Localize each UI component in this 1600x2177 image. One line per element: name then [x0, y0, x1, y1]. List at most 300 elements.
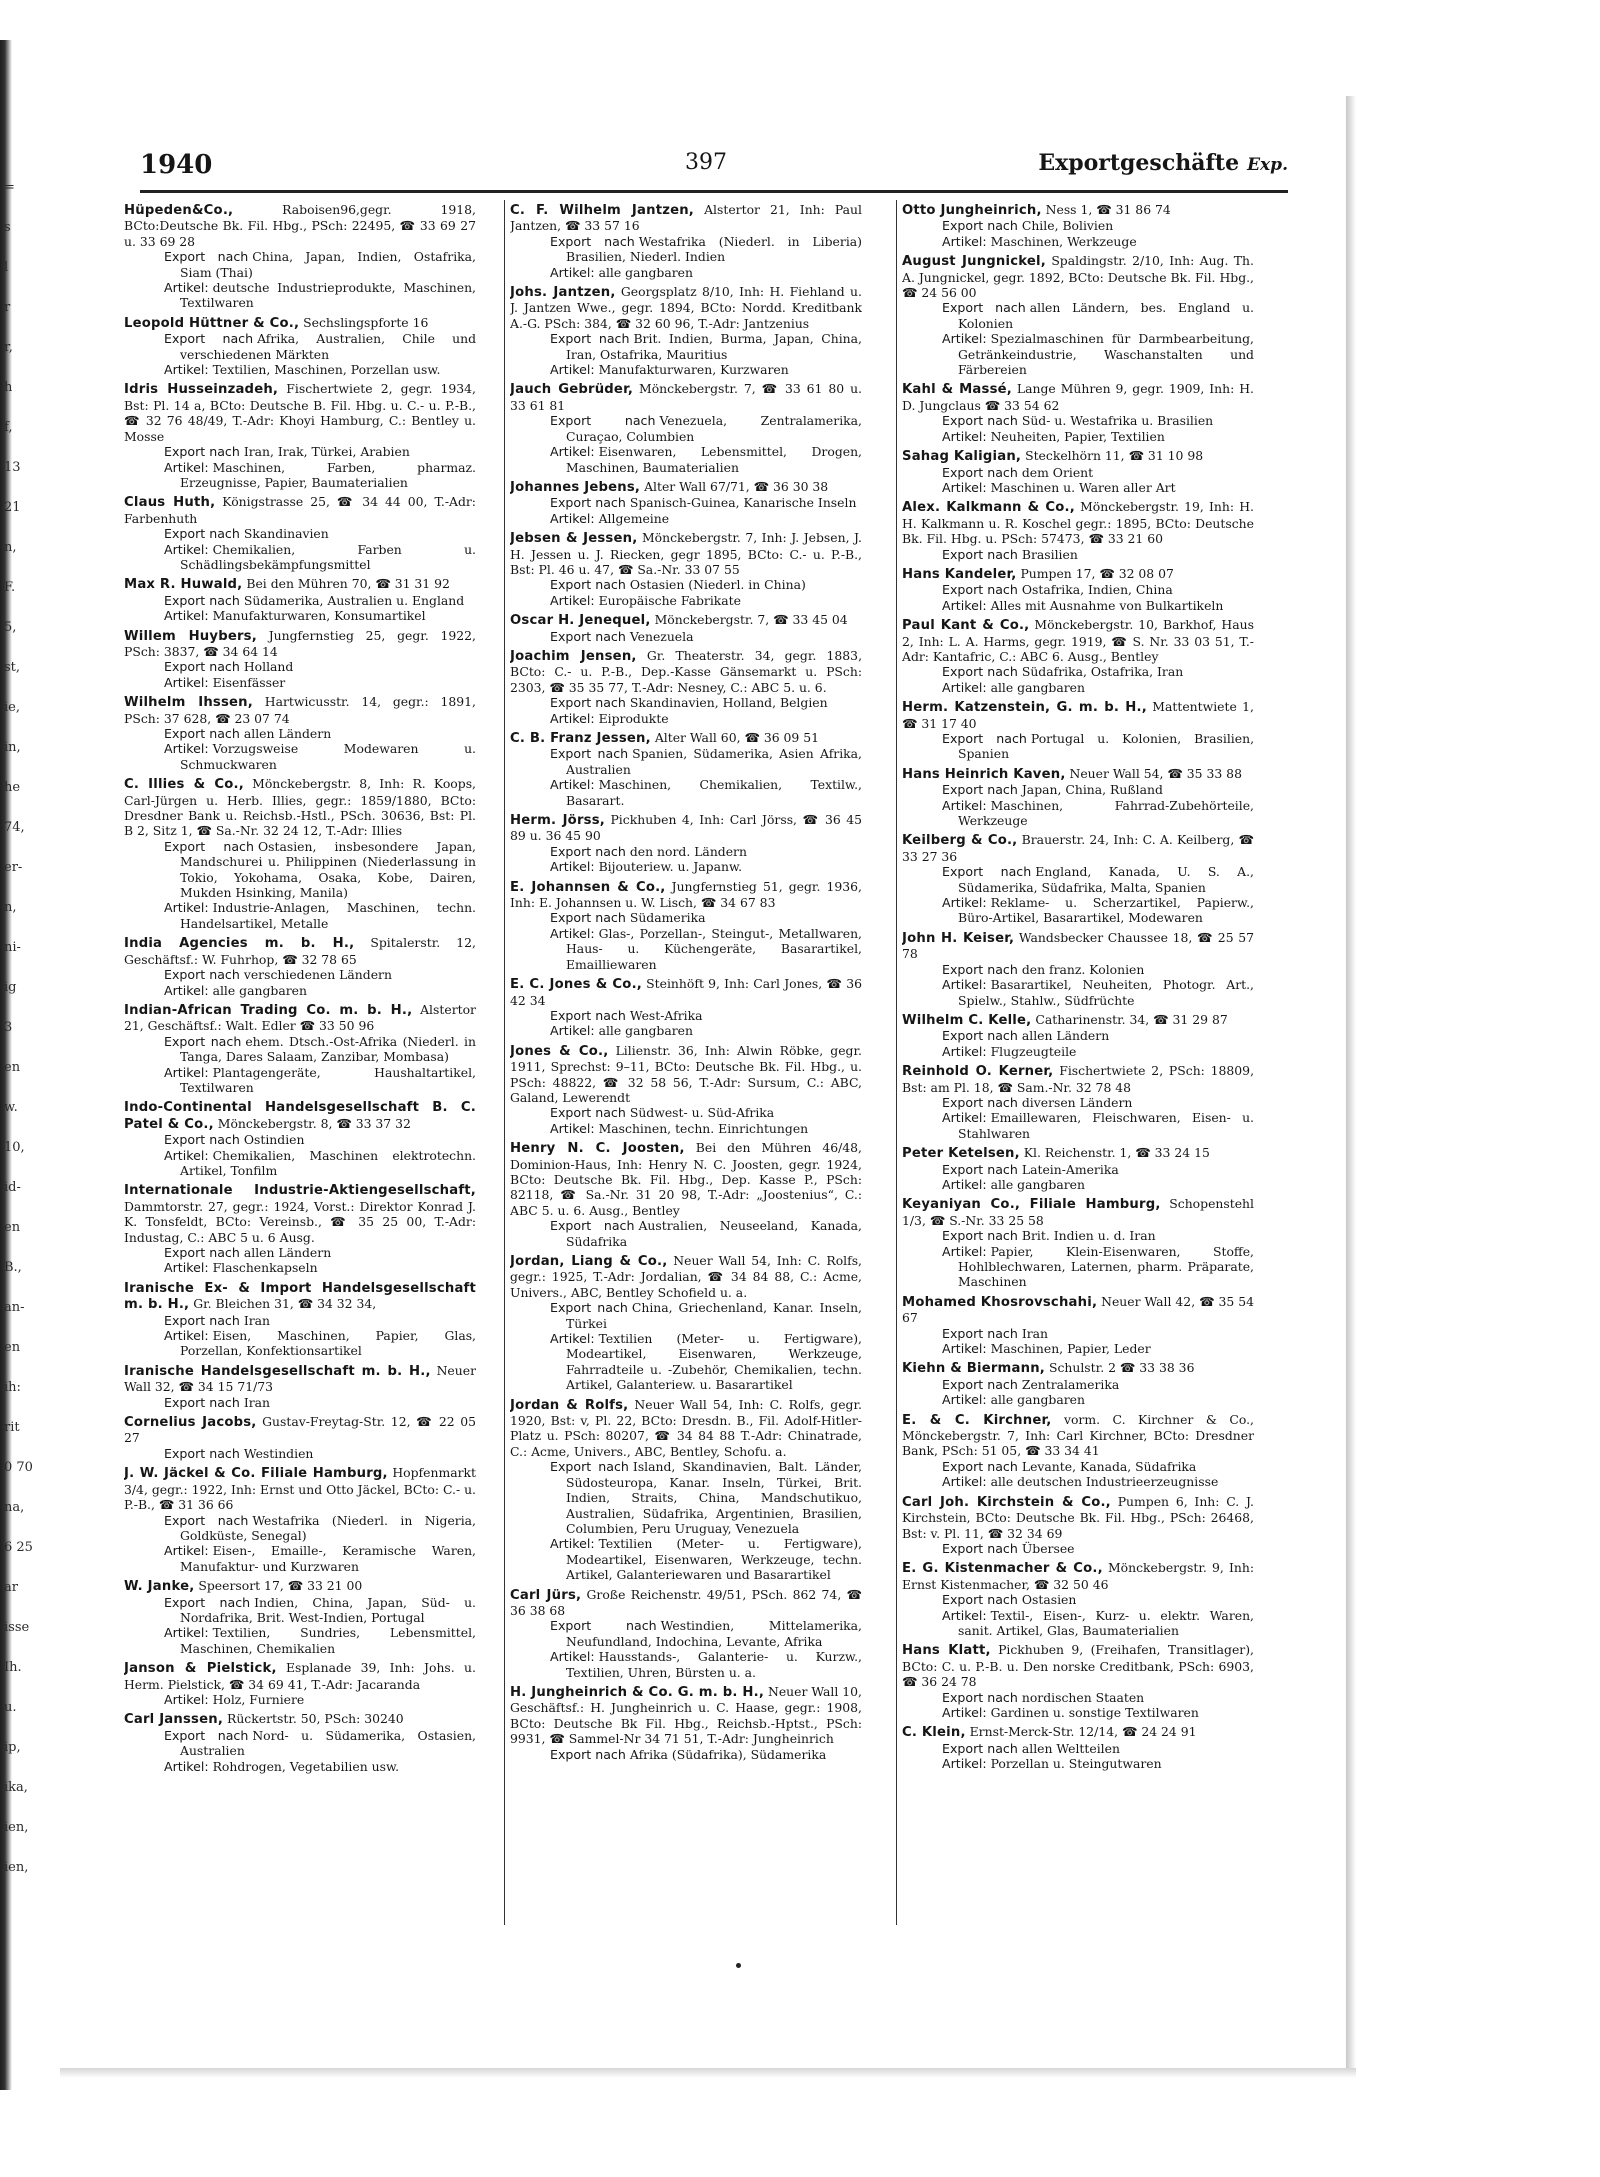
line-text: Venezuela	[629, 628, 694, 644]
line-keyword: Artikel:	[942, 1110, 987, 1126]
line-keyword: Artikel:	[164, 1260, 209, 1276]
margin-fragment: B.,	[4, 1260, 22, 1275]
entry-line	[124, 675, 476, 690]
entry-head	[902, 1294, 1254, 1326]
entry-line	[124, 1328, 476, 1359]
line-text: Brasilien	[1021, 546, 1078, 562]
firm-name: Mohamed Khosrovschahi,	[902, 1294, 1098, 1310]
line-keyword: Artikel:	[942, 1341, 987, 1357]
page-number: 397	[685, 150, 727, 175]
entry-line	[124, 967, 476, 982]
directory-entry	[124, 1182, 476, 1275]
firm-details: Mönckebergstr. 8, Inh: R. Koops, Carl-Jürgen u. Herb. Illies, gegr.: 1859/1880, BCto: Dresdner Bank u. Reichsb.-Hstl., PSch. 30636, Bst: Pl. B 2, Sitz 1, ☎ Sa.-Nr. 32 24 12, T.-Adr: Illies	[124, 776, 476, 839]
directory-entry	[124, 628, 476, 691]
directory-entry	[124, 381, 476, 490]
line-keyword: Artikel:	[942, 1176, 987, 1192]
line-text: Maschinen, Werkzeuge	[990, 233, 1137, 249]
line-text: Maschinen, techn. Einrichtungen	[598, 1120, 809, 1136]
line-text: Maschinen, Papier, Leder	[990, 1341, 1151, 1357]
firm-name: E. & C. Kirchner,	[902, 1412, 1052, 1428]
directory-entry	[510, 479, 862, 526]
firm-name: Jebsen & Jessen,	[510, 531, 638, 547]
entry-head	[902, 1063, 1254, 1095]
line-keyword: Artikel:	[942, 1392, 987, 1408]
directory-entry	[902, 499, 1254, 562]
line-text: alle gangbaren	[990, 679, 1085, 695]
directory-entry	[510, 879, 862, 972]
line-text: Hausstands-, Galanterie- u. Kurzw., Textilien, Uhren, Bürsten u. a.	[566, 1649, 862, 1680]
line-keyword: Export nach	[164, 726, 240, 741]
line-text: Ostafrika, Indien, China	[1021, 582, 1173, 598]
entry-head	[902, 766, 1254, 782]
entry-head	[902, 832, 1254, 864]
entry-head	[124, 1182, 476, 1245]
line-keyword: Artikel:	[164, 1543, 209, 1559]
entry-line	[510, 1023, 862, 1038]
line-keyword: Export nach	[942, 1540, 1018, 1556]
entry-line	[124, 1595, 476, 1626]
firm-name: Oscar H. Jenequel,	[510, 613, 651, 629]
line-text: den nord. Ländern	[629, 843, 747, 859]
entry-line	[124, 1034, 476, 1065]
line-text: Ostasien (Niederl. in China)	[629, 577, 806, 593]
entry-line	[902, 331, 1254, 377]
line-text: Eisenwaren, Lebensmittel, Drogen, Maschinen, Baumaterialien	[566, 444, 862, 475]
line-keyword: Export nach	[942, 1458, 1018, 1474]
directory-entry	[902, 253, 1254, 377]
directory-entry	[902, 1294, 1254, 1357]
entry-line	[124, 900, 476, 931]
firm-details: Spaldingstr. 2/10, Inh: Aug. Th. A. Jungnickel, gegr. 1892, BCto: Deutsche Bk. Fil. Hbg., ☎ 24 56 00	[902, 253, 1254, 301]
entry-line	[510, 859, 862, 874]
margin-fragment: F.	[4, 580, 16, 595]
entry-line	[902, 218, 1254, 233]
line-keyword: Export nach	[164, 526, 240, 542]
firm-details: Königstrasse 25, ☎ 34 44 00, T.-Adr: Farbenhuth	[124, 494, 476, 526]
entry-line	[902, 895, 1254, 926]
line-text: Allgemeine	[598, 510, 670, 526]
entry-head	[124, 494, 476, 526]
entry-line	[902, 300, 1254, 331]
line-text: Papier, Klein-Eisenwaren, Stoffe, Hohlblechwaren, Laternen, pharm. Präparate, Maschinen	[958, 1243, 1254, 1290]
firm-details: Steckelhörn 11, ☎ 31 10 98	[1025, 448, 1204, 464]
directory-entry	[902, 448, 1254, 495]
line-keyword: Artikel:	[164, 741, 209, 757]
entry-line	[124, 983, 476, 998]
directory-entry	[902, 1724, 1254, 1771]
line-text: China, Japan, Indien, Ostafrika, Siam (Thai)	[180, 249, 476, 280]
line-keyword: Export nach	[550, 1459, 629, 1475]
line-text: Westindien	[243, 1445, 314, 1461]
directory-entry	[510, 1684, 862, 1762]
margin-fragment: ip,	[4, 1740, 21, 1755]
line-text: alle gangbaren	[212, 982, 307, 998]
firm-name: Idris Husseinzadeh,	[124, 382, 279, 398]
entry-line	[124, 1625, 476, 1656]
firm-details: Georgsplatz 8/10, Inh: H. Fiehland u. J. Jantzen Wwe., gegr. 1894, BCto: Nordd. Kreditbank A.-G. PSch: 384, ☎ 32 60 96, T.-Adr: Jantzenius	[510, 284, 862, 331]
directory-entry	[124, 694, 476, 772]
line-text: allen Ländern	[243, 726, 332, 741]
firm-name: John H. Keiser,	[902, 930, 1015, 946]
entry-head	[124, 1363, 476, 1395]
entry-head	[902, 1642, 1254, 1689]
firm-name: Jones & Co.,	[510, 1043, 609, 1059]
entry-head	[510, 648, 862, 695]
line-keyword: Artikel:	[164, 459, 209, 475]
margin-fragment: en	[4, 1220, 21, 1235]
line-keyword: Artikel:	[942, 1043, 987, 1059]
line-keyword: Export nach	[942, 1325, 1018, 1341]
entry-head	[124, 202, 476, 249]
firm-name: Kahl & Massé,	[902, 382, 1012, 398]
firm-name: Keilberg & Co.,	[902, 833, 1018, 849]
line-text: alle gangbaren	[598, 1023, 693, 1039]
entry-line	[510, 511, 862, 526]
line-keyword: Export nach	[164, 659, 240, 675]
line-keyword: Export nach	[164, 1727, 249, 1743]
directory-entry	[902, 381, 1254, 444]
entry-head	[510, 1253, 862, 1300]
firm-details: Fischertwiete 2, gegr. 1934, Bst: Pl. 14 a, BCto: Deutsche B. Fil. Hbg. u. C.- u. P.-B., ☎ 32 76 48/49, T.-Adr: Khoyi Hamburg, C.: Bentley u. Mosse	[124, 381, 476, 444]
entry-head	[510, 1587, 862, 1619]
directory-entry	[902, 1196, 1254, 1289]
entry-line	[510, 711, 862, 726]
entry-line	[902, 1690, 1254, 1705]
directory-entry	[510, 648, 862, 726]
entry-line	[902, 664, 1254, 679]
firm-details: Rückertstr. 50, PSch: 30240	[226, 1711, 404, 1727]
line-text: Maschinen, Chemikalien, Textilw., Basarart.	[566, 777, 862, 808]
margin-fragment: ni-	[4, 940, 21, 955]
firm-name: Carl Jürs,	[510, 1587, 582, 1603]
line-text: Afrika (Südafrika), Südamerika	[629, 1746, 827, 1762]
firm-name: J. W. Jäckel & Co. Filiale Hamburg,	[124, 1466, 388, 1482]
entry-line	[902, 413, 1254, 428]
margin-fragment: ien,	[4, 1820, 29, 1835]
line-text: Venezuela, Zentralamerika, Curaçao, Columbien	[566, 413, 862, 444]
directory-entry	[510, 1397, 862, 1583]
line-keyword: Export nach	[942, 300, 1026, 316]
line-keyword: Export nach	[550, 695, 626, 711]
entry-head	[124, 315, 476, 331]
line-text: Ostindien	[243, 1132, 305, 1148]
directory-entry	[124, 776, 476, 931]
directory-entry	[510, 1587, 862, 1680]
entry-line	[902, 1741, 1254, 1756]
firm-name: Hans Klatt,	[902, 1643, 991, 1659]
line-text: Ostasien	[1021, 1592, 1077, 1608]
firm-details: Jungfernstieg 51, gegr. 1936, Inh: E. Johannsen u. W. Lisch, ☎ 34 67 83	[510, 878, 862, 911]
firm-name: W. Janke,	[124, 1579, 195, 1595]
firm-name: Hans Kandeler,	[902, 566, 1017, 582]
entry-head	[510, 1140, 862, 1218]
entry-line	[124, 1692, 476, 1707]
line-text: Maschinen u. Waren aller Art	[990, 479, 1176, 495]
line-keyword: Export nach	[164, 1132, 240, 1148]
entry-head	[510, 730, 862, 746]
line-text: Reklame- u. Scherzartikel, Papierw., Büro-Artikel, Basarartikel, Modewaren	[958, 895, 1254, 926]
line-keyword: Artikel:	[550, 777, 595, 793]
entry-head	[124, 1711, 476, 1727]
firm-name: C. Illies & Co.,	[124, 777, 244, 793]
line-keyword: Export nach	[942, 1376, 1018, 1392]
entry-head	[124, 381, 476, 444]
line-text: alle gangbaren	[598, 264, 693, 280]
firm-details: Neuer Wall 54, Inh: C. Rolfs, gegr. 1920, Bst: v, Pl. 22, BCto: Dresdn. B., Fil. Adolf-Hitler-Platz u. PSch: 80207, ☎ 34 84 88 T.-Adr: Chinatrade, C.: Acme, Univers., ABC, Bentley, Schofu. a.	[510, 1396, 862, 1459]
entry-head	[124, 1002, 476, 1034]
firm-details: Bei den Mühren 70, ☎ 31 31 92	[246, 576, 450, 592]
entry-head	[124, 935, 476, 967]
line-text: Iran	[243, 1312, 271, 1328]
firm-details: Raboisen96,gegr. 1918, BCto:Deutsche Bk. Fil. Hbg., PSch: 22495, ☎ 33 69 27 u. 33 69 28	[124, 202, 476, 249]
firm-details: Wandsbecker Chaussee 18, ☎ 25 57 78	[902, 929, 1254, 962]
entry-line	[124, 1065, 476, 1096]
line-text: Chemikalien, Maschinen elektrotechn. Artikel, Tonfilm	[180, 1147, 476, 1178]
line-keyword: Artikel:	[164, 362, 209, 378]
line-text: Industrie-Anlagen, Maschinen, techn. Handelsartikel, Metalle	[180, 900, 476, 931]
firm-details: Gr. Theaterstr. 34, gegr. 1883, BCto: C.- u. P.-B., Dep.-Kasse Gänsemarkt u. PSch: 2303, ☎ 35 35 77, T.-Adr: Nesney, C.: ABC 5. u. 6.	[510, 647, 862, 695]
entry-head	[902, 1145, 1254, 1161]
entry-line	[510, 593, 862, 608]
directory-entry	[902, 1560, 1254, 1638]
entry-head	[510, 1397, 862, 1460]
entry-line	[124, 460, 476, 491]
firm-name: Wilhelm Ihssen,	[124, 695, 253, 711]
entry-head	[124, 1280, 476, 1313]
line-keyword: Export nach	[550, 910, 626, 926]
line-keyword: Export nach	[942, 1740, 1018, 1756]
line-keyword: Artikel:	[550, 510, 595, 526]
line-text: Südamerika	[629, 910, 706, 926]
entry-line	[124, 593, 476, 608]
margin-fragment: ig	[4, 980, 17, 995]
line-keyword: Export nach	[942, 413, 1018, 429]
entry-line	[510, 1747, 862, 1762]
entry-line	[902, 582, 1254, 597]
margin-fragment: he	[4, 780, 21, 795]
firm-name: Otto Jungheinrich,	[902, 203, 1042, 218]
directory-entry	[510, 812, 862, 875]
line-keyword: Export nach	[942, 1028, 1018, 1044]
line-keyword: Artikel:	[164, 900, 209, 916]
firm-name: Cornelius Jacobs,	[124, 1415, 257, 1431]
entry-head	[902, 448, 1254, 464]
line-text: allen Ländern, bes. England u. Kolonien	[958, 300, 1254, 331]
line-keyword: Artikel:	[942, 1243, 987, 1259]
line-text: dem Orient	[1021, 464, 1094, 480]
entry-line	[510, 1008, 862, 1023]
line-text: Bijouteriew. u. Japanw.	[598, 859, 743, 875]
line-keyword: Export nach	[942, 582, 1018, 598]
entry-line	[124, 331, 476, 362]
directory-entry	[124, 202, 476, 311]
firm-details: Mönckebergstr. 19, Inh: H. H. Kalkmann u. R. Koschel gegr.: 1895, BCto: Deutsche Bk. Fil. Hbg. u. PSch: 57473, ☎ 33 21 60	[902, 499, 1254, 547]
column-divider	[504, 200, 505, 1925]
line-keyword: Artikel:	[942, 331, 987, 347]
entry-head	[902, 499, 1254, 546]
line-keyword: Export nach	[550, 1300, 628, 1316]
entry-head	[902, 1560, 1254, 1592]
entry-head	[902, 566, 1254, 582]
line-keyword: Artikel:	[550, 1536, 595, 1552]
line-text: Levante, Kanada, Südafrika	[1021, 1458, 1197, 1474]
firm-name: Peter Ketelsen,	[902, 1146, 1020, 1162]
entry-line	[902, 731, 1254, 762]
firm-details: Mattentwiete 1, ☎ 31 17 40	[902, 699, 1254, 731]
entry-head	[510, 1684, 862, 1747]
entry-head	[510, 976, 862, 1008]
firm-details: Pickhuben 9, (Freihafen, Transitlager), BCto: C. u. P.-B. u. Den norske Creditbank, PSch: 6903, ☎ 36 24 78	[902, 1642, 1254, 1690]
entry-head	[902, 930, 1254, 962]
line-keyword: Artikel:	[550, 1331, 595, 1347]
line-text: Gardinen u. sonstige Textilwaren	[990, 1704, 1199, 1720]
entry-line	[902, 1326, 1254, 1341]
margin-fragment: r	[4, 300, 11, 315]
firm-details: Hopfenmarkt 3/4, gegr.: 1922, Inh: Ernst und Otto Jäckel, BCto: C.- u. P.-B., ☎ 31 36 66	[124, 1465, 476, 1513]
line-text: Vorzugsweise Modewaren u. Schmuckwaren	[180, 741, 476, 772]
directory-entry	[124, 576, 476, 623]
firm-name: Jauch Gebrüder,	[510, 382, 634, 398]
line-keyword: Export nach	[942, 782, 1018, 798]
margin-fragment: r,	[4, 340, 13, 355]
entry-line	[510, 1618, 862, 1649]
line-text: Brit. Indien u. d. Iran	[1021, 1228, 1156, 1244]
firm-details: Fischertwiete 2, PSch: 18809, Bst: am Pl. 18, ☎ Sam.-Nr. 32 78 48	[902, 1063, 1254, 1095]
line-text: Maschinen, Fahrrad-Zubehörteile, Werkzeuge	[958, 797, 1254, 829]
firm-details: Lilienstr. 36, Inh: Alwin Röbke, gegr. 1911, Sprechst: 9–11, BCto: Deutsche Bk. Fil. Hbg., u. PSch: 48822, ☎ 32 58 56, T.-Adr: Sursum, C.: ABC, Galand, Lewerendt	[510, 1042, 862, 1105]
entry-line	[510, 577, 862, 592]
firm-details: Alstertor 21, Inh: Paul Jantzen, ☎ 33 57 16	[510, 202, 862, 234]
firm-details: Mönckebergstr. 7, Inh: J. Jebsen, J. H. Jessen u. J. Riecken, gegr 1895, BCto: C.- u. P.-B., Bst: Pl. 46 u. 47, ☎ Sa.-Nr. 33 07 55	[510, 530, 862, 577]
margin-fragment: n,	[4, 540, 17, 555]
line-keyword: Export nach	[164, 249, 249, 265]
line-text: Flaschenkapseln	[212, 1260, 318, 1276]
firm-details: Spitalerstr. 12, Geschäftsf.: W. Fuhrhop, ☎ 32 78 65	[124, 935, 476, 967]
line-keyword: Artikel:	[942, 797, 987, 813]
directory-entry	[124, 1660, 476, 1707]
entry-head	[902, 1012, 1254, 1028]
firm-details: Mönckebergstr. 9, Inh: Ernst Kistenmacher, ☎ 32 50 46	[902, 1560, 1254, 1592]
line-keyword: Artikel:	[164, 1147, 209, 1163]
firm-name: Indo-Continental Handelsgesellschaft B. C. Patel & Co.,	[124, 1100, 476, 1132]
firm-name: Carl Janssen,	[124, 1712, 224, 1728]
firm-name: Jordan & Rolfs,	[510, 1397, 629, 1413]
entry-head	[510, 612, 862, 628]
entry-line	[124, 1313, 476, 1328]
directory-entry	[902, 832, 1254, 925]
firm-details: Brauerstr. 24, Inh: C. A. Keilberg, ☎ 33 27 36	[902, 832, 1254, 864]
line-keyword: Export nach	[164, 1594, 251, 1610]
margin-fragment: Ih.	[4, 1660, 22, 1675]
entry-head	[902, 699, 1254, 731]
margin-fragment: 74,	[4, 820, 25, 835]
firm-details: Pumpen 17, ☎ 32 08 07	[1020, 565, 1174, 581]
entry-line	[124, 726, 476, 741]
line-text: deutsche Industrieprodukte, Maschinen, Textilwaren	[180, 280, 476, 311]
line-text: Afrika, Australien, Chile und verschiedenen Märkten	[180, 331, 476, 362]
line-keyword: Artikel:	[550, 1023, 595, 1039]
line-keyword: Artikel:	[550, 444, 595, 460]
line-keyword: Artikel:	[550, 859, 595, 875]
line-text: Südamerika, Australien u. England	[243, 592, 465, 608]
line-text: Rohdrogen, Vegetabilien usw.	[212, 1758, 400, 1774]
firm-details: vorm. C. Kirchner & Co., Mönckebergstr. 7, Inh: Carl Kirchner, BCto: Dresdner Bank, PSch: 51 05, ☎ 33 34 41	[902, 1411, 1254, 1459]
firm-name: E. C. Jones & Co.,	[510, 977, 642, 993]
entry-line	[124, 1148, 476, 1179]
firm-name: Jordan, Liang & Co.,	[510, 1254, 668, 1269]
entry-head	[902, 1412, 1254, 1459]
firm-name: E. Johannsen & Co.,	[510, 879, 666, 895]
column-2	[510, 202, 862, 1982]
entry-line	[510, 695, 862, 710]
firm-name: Herm. Katzenstein, G. m. b. H.,	[902, 700, 1147, 716]
line-text: ehem. Dtsch.-Ost-Afrika (Niederl. in Tanga, Dares Salaam, Zanzibar, Mombasa)	[180, 1033, 476, 1065]
entry-line	[124, 362, 476, 377]
line-text: Textilien (Meter- u. Fertigware), Modeartikel, Eisenwaren, Werkzeuge, Fahrradteile u. -Zubehör, Chemikalien, techn. Artikel, Galanteriew. u. Basarartikel	[566, 1331, 862, 1393]
line-text: Skandinavien	[243, 526, 329, 542]
margin-fragment: ih:	[4, 1380, 21, 1395]
entry-line	[124, 249, 476, 280]
entry-line	[510, 926, 862, 972]
directory-entry	[902, 766, 1254, 829]
entry-line	[510, 910, 862, 925]
line-keyword: Export nach	[942, 546, 1018, 562]
directory-entry	[902, 617, 1254, 695]
entry-line	[124, 1245, 476, 1260]
entry-line	[510, 1331, 862, 1393]
line-text: England, Kanada, U. S. A., Südamerika, Südafrika, Malta, Spanien	[958, 864, 1254, 895]
directory-entry	[902, 1145, 1254, 1192]
margin-fragment: st,	[4, 660, 21, 675]
firm-details: Gustav-Freytag-Str. 12, ☎ 22 05 27	[124, 1414, 476, 1446]
line-text: Spanisch-Guinea, Kanarische Inseln	[629, 495, 857, 511]
line-keyword: Artikel:	[164, 608, 209, 624]
entry-line	[902, 1608, 1254, 1639]
entry-head	[902, 617, 1254, 664]
page-header	[140, 150, 1288, 188]
entry-line	[902, 234, 1254, 249]
line-text: Holz, Furniere	[212, 1691, 305, 1707]
margin-fragment: ar	[4, 1580, 18, 1595]
entry-line	[902, 1541, 1254, 1556]
line-keyword: Export nach	[942, 1094, 1018, 1110]
line-text: Flugzeugteile	[990, 1043, 1077, 1059]
line-keyword: Artikel:	[550, 1649, 595, 1665]
margin-fragment: ie,	[4, 700, 20, 715]
section-title	[1038, 150, 1288, 176]
column-1	[124, 202, 476, 1982]
line-text: Spanien, Südamerika, Asien Afrika, Australien	[566, 746, 862, 777]
margin-fragment: 6 25	[4, 1540, 33, 1555]
entry-line	[124, 1395, 476, 1410]
entry-head	[902, 1360, 1254, 1376]
firm-details: Pumpen 6, Inh: C. J. Kirchstein, BCto: Deutsche Bk. Fil. Hbg., PSch: 26468, Bst: v. Pl. 11, ☎ 32 34 69	[902, 1493, 1254, 1541]
line-keyword: Export nach	[164, 1312, 240, 1328]
entry-head	[510, 1043, 862, 1106]
firm-name: India Agencies m. b. H.,	[124, 936, 355, 952]
entry-head	[510, 530, 862, 577]
firm-name: Claus Huth,	[124, 495, 216, 511]
line-keyword: Export nach	[550, 1007, 626, 1023]
entry-head	[124, 776, 476, 839]
firm-name: E. G. Kistenmacher & Co.,	[902, 1561, 1103, 1577]
line-text: Westafrika (Niederl. in Nigeria, Goldküste, Senegal)	[180, 1512, 476, 1543]
entry-line	[510, 362, 862, 377]
directory-entry	[510, 284, 862, 377]
entry-head	[124, 1660, 476, 1692]
line-text: Süd- u. Westafrika u. Brasilien	[1021, 413, 1214, 429]
line-text: Südafrika, Ostafrika, Iran	[1021, 664, 1184, 680]
